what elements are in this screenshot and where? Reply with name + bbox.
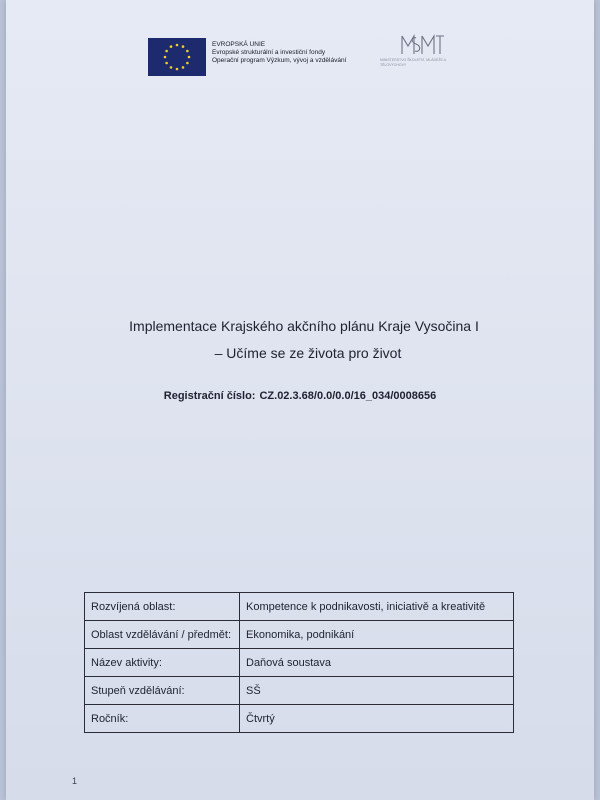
eu-star: [186, 62, 189, 65]
registration-label: Registrační číslo:: [163, 390, 256, 402]
eu-star: [165, 62, 168, 65]
msmt-subtitle: MINISTERSTVO ŠKOLSTVÍ, MLÁDEŽE A TĚLOVÝCHOVY: [380, 58, 446, 67]
eu-line-1: EVROPSKÁ UNIE: [212, 41, 266, 48]
eu-star: [176, 44, 179, 47]
document-title-line-2: – Učíme se ze života pro život: [214, 345, 402, 361]
row-value: SŠ: [240, 677, 514, 705]
registration-number: [6, 390, 594, 402]
eu-logo-text: [212, 41, 346, 65]
document-page: [6, 0, 594, 800]
table-row: [85, 705, 514, 733]
table-row: [85, 677, 514, 705]
row-label: Stupeň vzdělávání:: [85, 677, 240, 705]
table-row: [85, 621, 514, 649]
activity-info-table: [84, 592, 514, 733]
row-label: Rozvíjená oblast:: [85, 593, 240, 621]
eu-star: [182, 66, 185, 69]
row-value: Kompetence k podnikavosti, iniciativě a kreativitě: [240, 593, 514, 621]
row-label: Ročník:: [85, 705, 240, 733]
table-row: [85, 593, 514, 621]
eu-star: [170, 45, 173, 48]
row-value: Čtvrtý: [240, 705, 514, 733]
page-number: 1: [72, 776, 78, 786]
row-value: Ekonomika, podnikání: [240, 621, 514, 649]
eu-line-2: Evropské strukturální a investiční fondy: [212, 49, 326, 56]
eu-star: [186, 50, 189, 53]
row-label: Oblast vzdělávání / předmět:: [85, 621, 240, 649]
eu-star: [164, 56, 167, 59]
eu-star: [170, 66, 173, 69]
eu-star: [176, 68, 179, 71]
document-title-line-1: Implementace Krajského akčního plánu Kraje Vysočina I: [129, 318, 479, 334]
row-label: Název aktivity:: [85, 649, 240, 677]
eu-star: [182, 45, 185, 48]
table-row: [85, 649, 514, 677]
eu-line-3: Operační program Výzkum, vývoj a vzdělávání: [212, 57, 347, 64]
registration-value: CZ.02.3.68/0.0/0.0/16_034/0008656: [259, 390, 437, 402]
row-value: Daňová soustava: [240, 649, 514, 677]
eu-star: [165, 50, 168, 53]
eu-star: [188, 56, 191, 59]
eu-flag-icon: [148, 38, 206, 76]
